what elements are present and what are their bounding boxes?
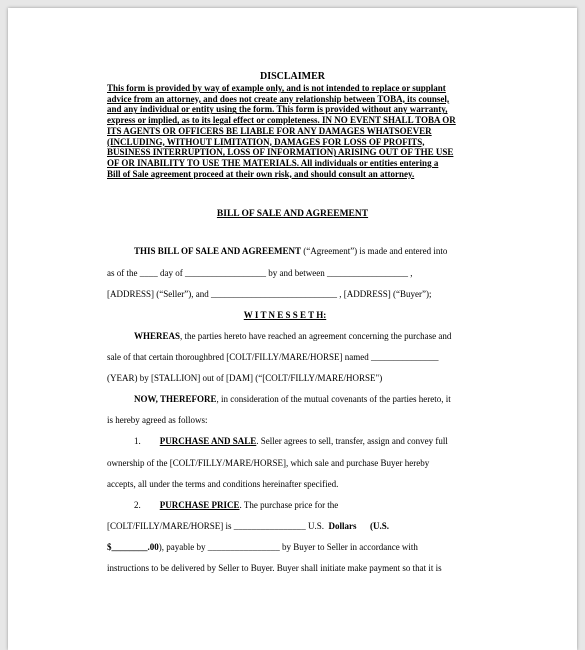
disclaimer-line: Bill of Sale agreement proceed at their own risk, and should consult an attorney. xyxy=(107,168,415,179)
now-therefore-line-2: is hereby agreed as follows: xyxy=(107,415,208,425)
intro-text: (“Agreement”) is made and entered into xyxy=(300,246,448,256)
now-therefore-text: , in consideration of the mutual covenants of the parties hereto, it xyxy=(216,394,451,404)
disclaimer-text xyxy=(107,83,465,179)
whereas-line-3: (YEAR) by [STALLION] out of [DAM] (“[COLT/FILLY/MARE/HORSE") xyxy=(107,373,383,383)
whereas-bold: WHEREAS xyxy=(134,331,181,341)
disclaimer-line: ITS AGENTS OR OFFICERS BE LIABLE FOR ANY DAMAGES WHATSOEVER xyxy=(107,125,432,136)
disclaimer-line: BUSINESS INTERRUPTION, LOSS OF INFORMATION) ARISING OUT OF THE USE xyxy=(107,147,454,158)
section-2-heading: PURCHASE PRICE xyxy=(159,500,240,510)
now-therefore-line-1 xyxy=(107,394,463,405)
section-2-price-text: [COLT/FILLY/MARE/HORSE] is ________________ U.S. xyxy=(107,521,325,531)
disclaimer-title: DISCLAIMER xyxy=(259,71,325,82)
section-1-text: . Seller agrees to sell, transfer, assign and convey full xyxy=(256,436,448,446)
section-1-line-2: ownership of the [COLT/FILLY/MARE/HORSE], which sale and purchase Buyer hereby xyxy=(107,458,430,468)
section-2-text: . The purchase price for the xyxy=(239,500,339,510)
disclaimer-line: OF OR INABILITY TO USE THE MATERIALS. All individuals or entities entering a xyxy=(107,157,439,168)
witnesseth-heading: W I T N E S S E T H: xyxy=(243,310,327,320)
section-1-heading: PURCHASE AND SALE xyxy=(159,436,257,446)
section-2-dollars: Dollars xyxy=(328,521,357,531)
section-2-line-3 xyxy=(107,542,463,553)
section-2-payable-text: ), payable by ________________ by Buyer to Seller in accordance with xyxy=(158,542,418,552)
disclaimer-line: express or implied, as to its legal effect or completeness. IN NO EVENT SHALL TOBA OR xyxy=(107,115,456,126)
intro-line-2: as of the ____ day of __________________ by and between __________________ , xyxy=(107,268,413,278)
section-2-dollar-sign: $ xyxy=(107,542,112,552)
agreement-title: BILL OF SALE AND AGREEMENT xyxy=(216,209,369,219)
section-2-line-2 xyxy=(107,521,463,532)
section-1-number: 1. xyxy=(134,436,141,446)
intro-line-3: [ADDRESS] (“Seller”), and ____________________________ , [ADDRESS] (“Buyer”); xyxy=(107,289,432,299)
section-2-amount: ________.00 xyxy=(111,542,159,552)
disclaimer-line: (INCLUDING, WITHOUT LIMITATION, DAMAGES FOR LOSS OF PROFITS, xyxy=(107,136,425,147)
section-2-number: 2. xyxy=(134,500,141,510)
section-1-line-1 xyxy=(107,436,463,447)
disclaimer-line: This form is provided by way of example only, and is not intended to replace or supplant xyxy=(107,83,446,93)
section-2-line-1 xyxy=(107,500,463,511)
intro-bold: THIS BILL OF SALE AND AGREEMENT xyxy=(134,246,301,256)
now-therefore-bold: NOW, THEREFORE xyxy=(134,394,217,404)
disclaimer-line: and any individual or entity using the form. This form is provided without any warranty, xyxy=(107,104,448,115)
section-1-line-3: accepts, all under the terms and conditions hereinafter specified. xyxy=(107,479,339,489)
section-2-line-4: instructions to be delivered by Seller to Buyer. Buyer shall initiate make payment so that it is xyxy=(107,563,442,573)
document-page xyxy=(8,8,577,650)
section-2-us: (U.S. xyxy=(370,521,390,531)
intro-line-1 xyxy=(107,246,463,257)
whereas-line-2: sale of that certain thoroughbred [COLT/FILLY/MARE/HORSE] named _______________ xyxy=(107,352,439,362)
whereas-text: , the parties hereto have reached an agreement concerning the purchase and xyxy=(180,331,452,341)
disclaimer-line: advice from an attorney, and does not create any relationship between TOBA, its counsel, xyxy=(107,93,450,104)
whereas-line-1 xyxy=(107,331,463,342)
